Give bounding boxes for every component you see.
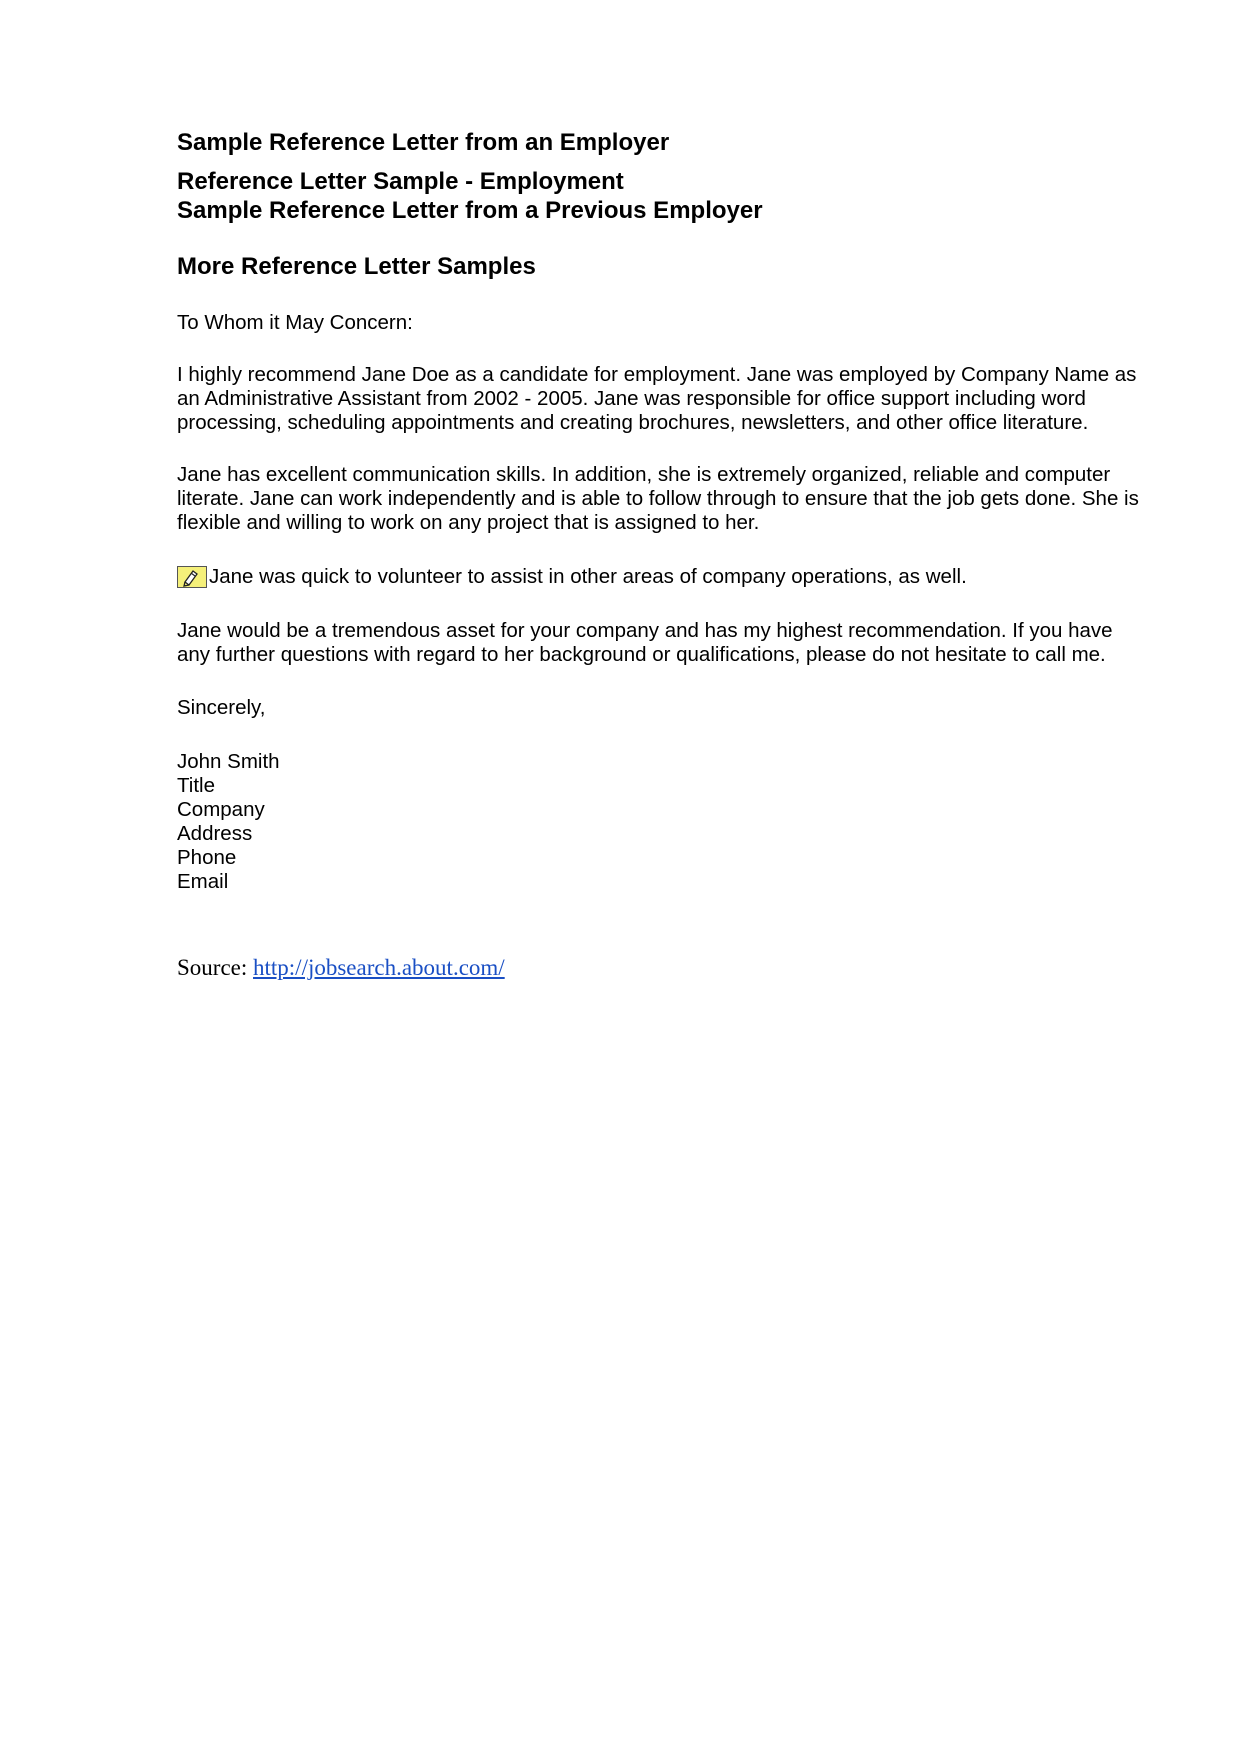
main-heading: Sample Reference Letter from an Employer	[177, 129, 670, 156]
closing: Sincerely,	[177, 696, 266, 719]
source-line	[177, 954, 1147, 982]
salutation: To Whom it May Concern:	[177, 311, 413, 334]
pencil-note-icon[interactable]	[177, 566, 207, 588]
paragraph-recommendation: I highly recommend Jane Doe as a candidate for employment. Jane was employed by Company Name as an Administrative Assistant from 2002 - 2005. Jane was responsible for office support including word processing, scheduling appointments and creating brochures, newsletters, and other office literature.	[177, 363, 1137, 434]
paragraph-volunteer-text: Jane was quick to volunteer to assist in other areas of company operations, as well.	[209, 565, 967, 588]
source-label: Source:	[177, 955, 248, 980]
paragraph-skills: Jane has excellent communication skills. In addition, she is extremely organized, reliable and computer literate. Jane can work independently and is able to follow through to ensure that the job gets done. She is flexible and willing to work on any project that is assigned to her.	[177, 463, 1139, 534]
more-samples-heading: More Reference Letter Samples	[177, 253, 536, 280]
signature-block	[177, 750, 1147, 894]
signature-phone: Phone	[177, 846, 237, 869]
sub-heading-employment: Reference Letter Sample - Employment	[177, 168, 624, 195]
paragraph-asset: Jane would be a tremendous asset for your company and has my highest recommendation. If you have any further questions with regard to her background or qualifications, please do not hesitate to call me.	[177, 619, 1113, 666]
signature-address: Address	[177, 822, 253, 845]
paragraph-volunteer	[177, 565, 1147, 589]
signature-title: Title	[177, 774, 215, 797]
sub-heading-previous-employer: Sample Reference Letter from a Previous Employer	[177, 197, 763, 224]
letter-page	[177, 128, 1147, 1005]
source-link[interactable]: http://jobsearch.about.com/	[253, 955, 505, 980]
signature-email: Email	[177, 870, 229, 893]
signature-company: Company	[177, 798, 265, 821]
signature-name: John Smith	[177, 750, 280, 773]
